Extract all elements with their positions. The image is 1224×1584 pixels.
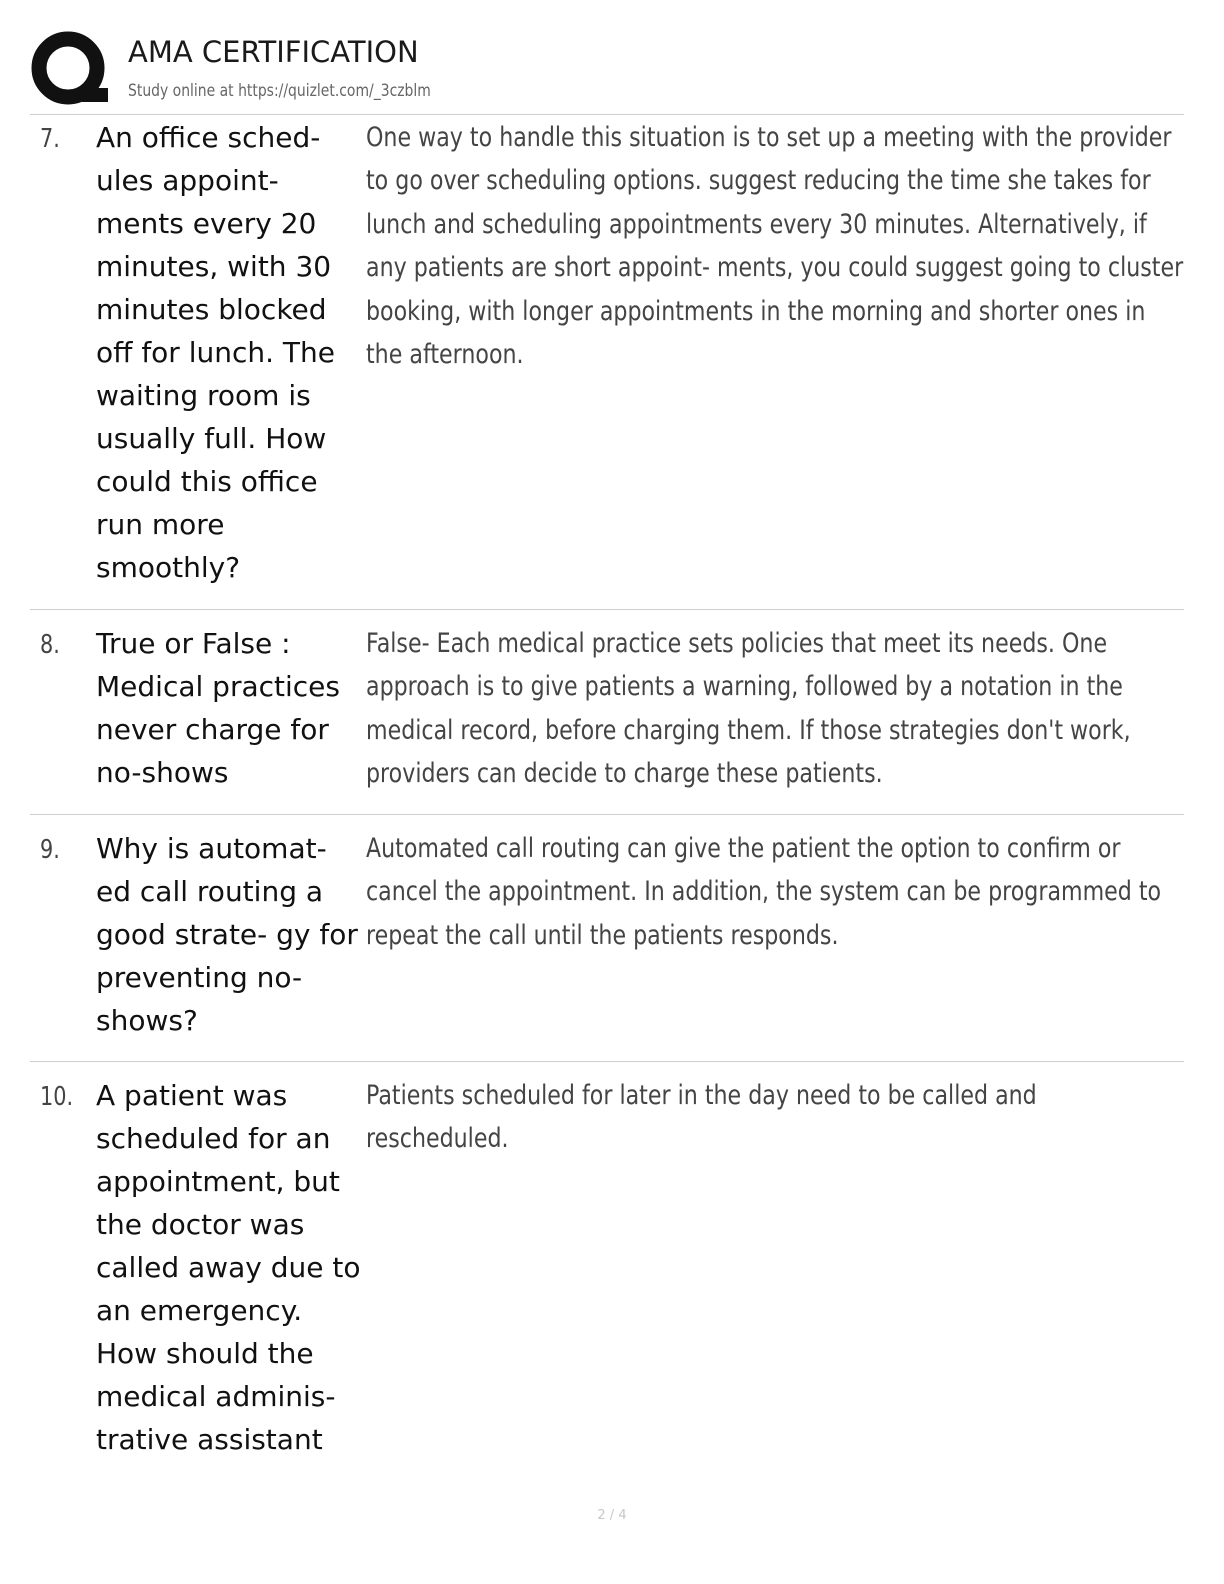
card-number: 8. — [40, 630, 60, 660]
card-term: A patient was scheduled for an appointment, but the doctor was called away due to an emergency. How should the medical adminis- trative assistant — [96, 1079, 361, 1456]
card-number: 9. — [40, 835, 60, 865]
card-number: 10. — [40, 1082, 74, 1112]
card-term: An office sched- ules appoint- ments every 20 minutes, with 30 minutes blocked off for lunch. The waiting room is usually full. How could this office run more smoothly? — [96, 121, 336, 584]
flashcard-row-9 — [30, 827, 1184, 1062]
card-number: 7. — [40, 124, 60, 154]
flashcard-row-7 — [30, 116, 1184, 610]
flashcard-row-8 — [30, 622, 1184, 815]
flashcard-row-10 — [30, 1074, 1184, 1474]
card-definition: False- Each medical practice sets policies that meet its needs. One approach is to give patients a warning, followed by a notation in the medical record, before charging them. If those strategies don't work, providers can decide to charge these patients. — [366, 628, 1131, 790]
page-number: 2 / 4 — [597, 1508, 627, 1523]
page-header — [30, 28, 1184, 115]
card-term: True or False : Medical practices never charge for no-shows — [96, 627, 340, 789]
card-definition: One way to handle this situation is to set up a meeting with the provider to go over scheduling options. suggest reducing the time she takes for lunch and scheduling appointments every 30 minutes. Alternatively, if any patients are short appoint- ments, you could suggest going to cluster booking, with longer appointments in the morning and shorter ones in the afternoon. — [366, 122, 1184, 371]
card-definition: Automated call routing can give the patient the option to confirm or cancel the appointment. In addition, the system can be programmed to repeat the call until the patients responds. — [366, 833, 1162, 951]
card-definition: Patients scheduled for later in the day need to be called and rescheduled. — [366, 1080, 1037, 1155]
card-term: Why is automat- ed call routing a good strate- gy for preventing no-shows? — [96, 832, 358, 1037]
document-title: AMA CERTIFICATION — [128, 35, 419, 69]
study-online-link: Study online at https://quizlet.com/_3czblm — [128, 81, 431, 101]
quizlet-logo-icon — [30, 30, 110, 110]
